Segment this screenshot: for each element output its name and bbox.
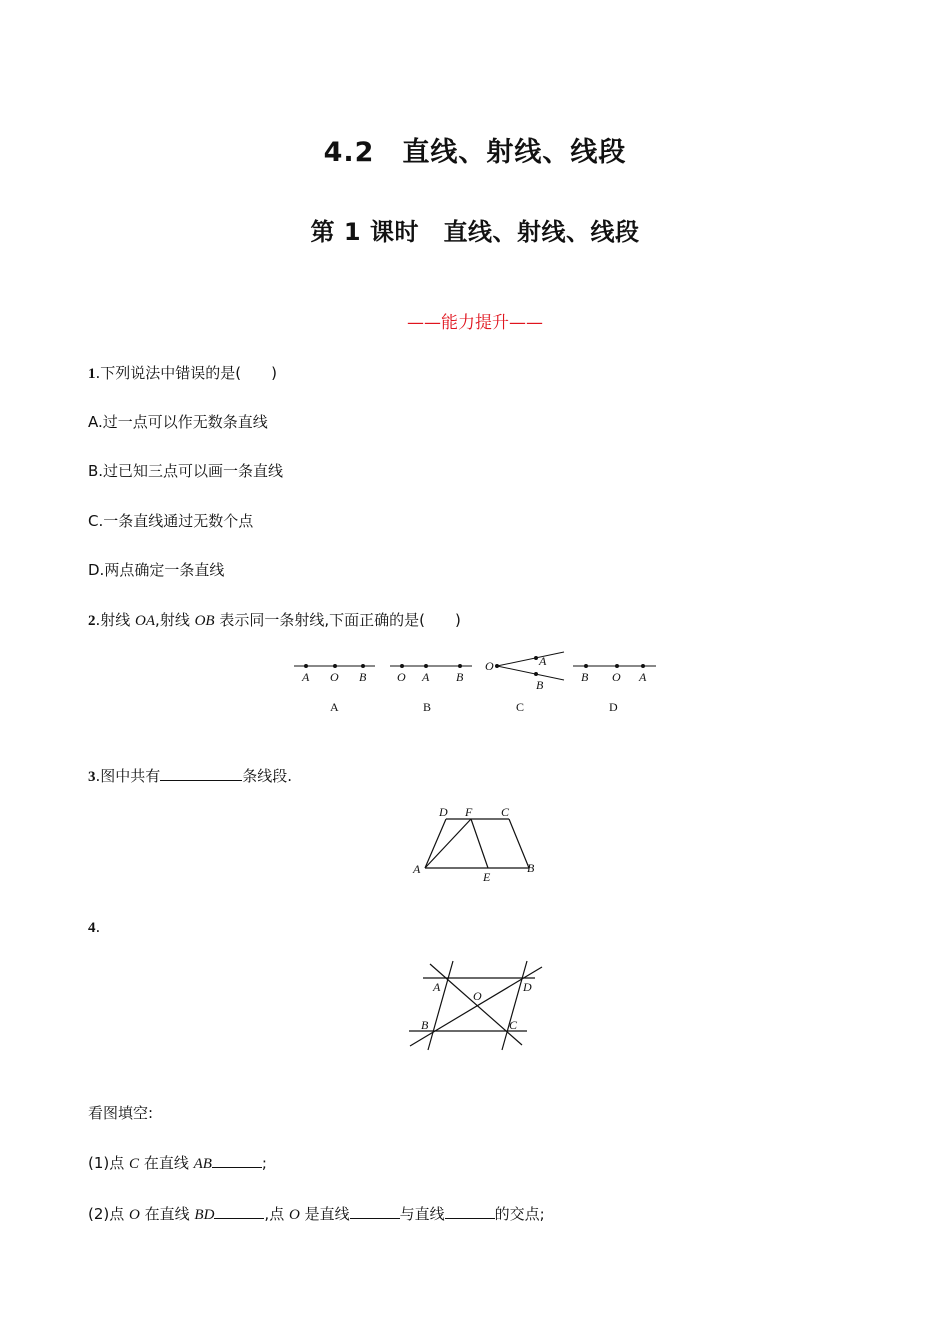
label-b: B <box>421 1018 429 1032</box>
document-title: 4.2 直线、射线、线段 <box>323 137 627 168</box>
question-1-number: 1 <box>88 366 96 382</box>
question-3-figure <box>405 800 545 885</box>
part-1-answer-blank[interactable] <box>212 1153 262 1168</box>
figure-a-point-a <box>304 664 308 668</box>
section-heading: ——能力提升—— <box>407 313 543 333</box>
label-f: F <box>465 805 473 819</box>
label-d: D <box>523 980 532 994</box>
figure-c-caption: C <box>516 700 525 714</box>
segment-af <box>425 819 471 868</box>
figure-c-label-a: A <box>539 654 547 668</box>
figure-a-label-b: B <box>359 670 367 684</box>
line-ac <box>430 964 522 1045</box>
label-b: B <box>527 861 535 875</box>
question-3-number: 3 <box>88 769 96 785</box>
question-4-intro: 看图填空: <box>88 1104 154 1122</box>
figure-b-label-b: B <box>456 670 464 684</box>
segment-fe <box>471 819 488 868</box>
part-2-answer-blank-1[interactable] <box>214 1204 264 1219</box>
figure-c <box>485 652 564 714</box>
question-2-figures <box>290 645 660 720</box>
label-a: A <box>413 862 421 876</box>
question-2-stem: 2.射线 OA,射线 OB 表示同一条射线,下面正确的是( ) <box>88 611 461 629</box>
label-c: C <box>509 1018 518 1032</box>
line-bd <box>410 967 542 1046</box>
figure-d-point-b <box>584 664 588 668</box>
figure-c-label-b: B <box>536 678 544 692</box>
lesson-subtitle: 第 1 课时 直线、射线、线段 <box>310 218 640 246</box>
label-a: A <box>433 980 441 994</box>
question-3-answer-blank[interactable] <box>160 766 242 781</box>
question-1-option-a: A.过一点可以作无数条直线 <box>88 413 268 431</box>
line-ab <box>428 961 453 1050</box>
label-c: C <box>501 805 510 819</box>
figure-b-label-a: A <box>422 670 430 684</box>
question-4-number: 4 <box>88 920 96 936</box>
question-1-stem: 1.下列说法中错误的是( ) <box>88 364 277 382</box>
figure-c-label-o: O <box>485 659 494 673</box>
figure-b <box>390 664 472 714</box>
segment-ad <box>425 819 446 868</box>
figure-d-point-o <box>615 664 619 668</box>
question-2-number: 2 <box>88 613 96 629</box>
part-2-answer-blank-3[interactable] <box>445 1204 495 1219</box>
figure-b-label-o: O <box>397 670 406 684</box>
label-o: O <box>473 989 482 1003</box>
figure-b-caption: B <box>423 700 432 714</box>
figure-c-point-o <box>495 664 499 668</box>
question-4-part-1: (1)点 C 在直线 AB ; <box>88 1154 267 1172</box>
part-2-answer-blank-2[interactable] <box>350 1204 400 1219</box>
question-3-stem: 3.图中共有 条线段. <box>88 767 293 785</box>
figure-d-caption: D <box>609 700 618 714</box>
question-1-option-c: C.一条直线通过无数个点 <box>88 512 254 530</box>
figure-c-point-a <box>534 656 538 660</box>
label-e: E <box>483 870 491 884</box>
figure-d <box>573 664 656 714</box>
question-4-stem: 4. <box>88 918 101 936</box>
figure-a-point-o <box>333 664 337 668</box>
question-1-option-d: D.两点确定一条直线 <box>88 561 225 579</box>
figure-d-point-a <box>641 664 645 668</box>
segment-cb <box>509 819 529 868</box>
label-d: D <box>439 805 448 819</box>
figure-a-label-o: O <box>330 670 339 684</box>
figure-a-caption: A <box>330 700 339 714</box>
line-dc <box>502 961 527 1050</box>
figure-a-label-a: A <box>302 670 310 684</box>
figure-c-ray-ob <box>497 666 564 680</box>
figure-b-point-a <box>424 664 428 668</box>
question-4-part-2: (2)点 O 在直线 BD ,点 O 是直线 与直线 的交点; <box>88 1205 545 1223</box>
figure-d-label-o: O <box>612 670 621 684</box>
figure-b-point-b <box>458 664 462 668</box>
figure-d-label-b: B <box>581 670 589 684</box>
figure-d-label-a: A <box>639 670 647 684</box>
figure-a <box>294 664 375 714</box>
question-4-figure <box>405 955 550 1055</box>
figure-b-point-o <box>400 664 404 668</box>
figure-c-ray-oa <box>497 652 564 666</box>
question-1-option-b: B.过已知三点可以画一条直线 <box>88 462 284 480</box>
figure-c-point-b <box>534 672 538 676</box>
figure-a-point-b <box>361 664 365 668</box>
